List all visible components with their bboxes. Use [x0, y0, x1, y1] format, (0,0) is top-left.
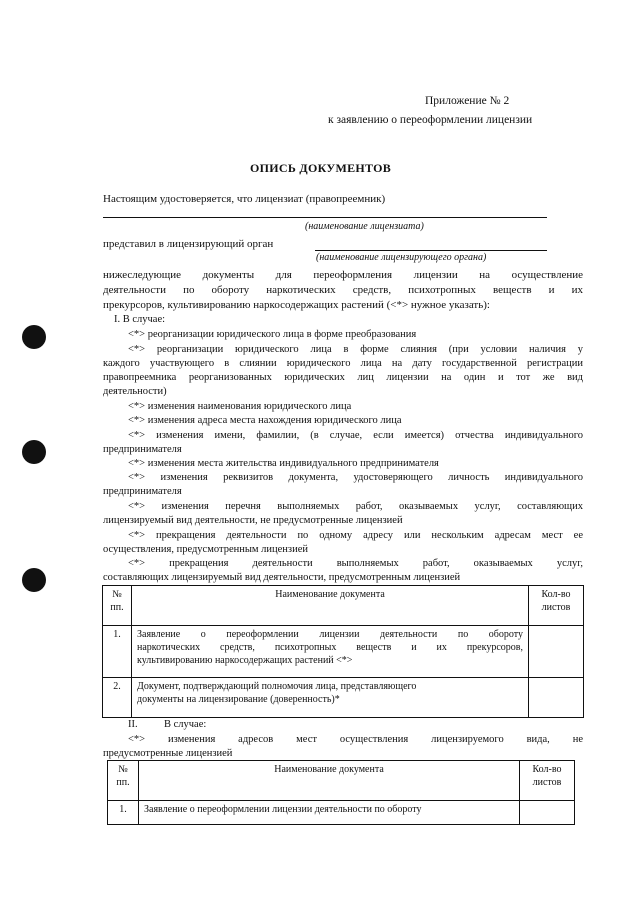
appendix-number: Приложение № 2 — [425, 95, 510, 107]
section-one-item: <*> изменения наименования юридического лица — [128, 401, 352, 412]
section-one-item: <*> изменения реквизитов документа, удостоверяющего личность индивидуального — [128, 472, 583, 483]
section-one-item-cont: каждого участвующего в слиянии юридического лица на дату государственной регистрации — [103, 358, 583, 369]
section-two-heading: В случае: — [164, 719, 207, 730]
document-name-line: культивированию наркосодержащих растений <*> — [137, 655, 353, 666]
documents-table-1 — [102, 585, 584, 718]
authority-name-line — [315, 250, 547, 251]
row-number: 1. — [108, 801, 139, 825]
section-one-item: <*> изменения имени, фамилии, (в случае, если имеется) отчества индивидуального — [128, 430, 583, 441]
section-one-item: <*> реорганизации юридического лица в форме преобразования — [128, 329, 417, 340]
licensee-name-line — [103, 217, 547, 218]
certify-text: Настоящим удостоверяется, что лицензиат (правопреемник) — [103, 193, 386, 205]
document-name-line: Документ, подтверждающий полномочия лица, представляющего — [137, 681, 417, 692]
row-number: 2. — [103, 678, 132, 718]
intro-line: нижеследующие документы для переоформления лицензии на осуществление — [103, 269, 583, 281]
table-row — [103, 678, 584, 718]
col-sheets-header: Кол-во листов — [529, 586, 584, 626]
sheet-count-cell — [529, 678, 584, 718]
section-two-item: <*> изменения адресов мест осуществления лицензируемого вида, не — [128, 734, 583, 745]
document-name-cell — [132, 678, 529, 718]
section-one-item-cont: предпринимателя — [103, 444, 182, 455]
punch-hole — [22, 440, 46, 464]
intro-line: прекурсоров, культивированию наркосодержащих растений (<*> нужное указать): — [103, 299, 490, 311]
documents-table-2 — [107, 760, 575, 825]
section-one-item-cont: лицензируемый вид деятельности, не предусмотренные лицензией — [103, 515, 403, 526]
col-number-header: № пп. — [108, 761, 139, 801]
document-name-line: Заявление о переоформлении лицензии деятельности по обороту — [137, 629, 523, 640]
section-one-item: <*> прекращения деятельности выполняемых работ, оказываемых услуг, — [128, 558, 583, 569]
sheet-count-cell — [520, 801, 575, 825]
section-one-item-cont: осуществления, предусмотренным лицензией — [103, 544, 308, 555]
intro-line: деятельности по обороту наркотических средств, психотропных веществ и их — [103, 284, 583, 296]
licensee-caption: (наименование лицензиата) — [305, 221, 424, 232]
punch-hole — [22, 325, 46, 349]
col-sheets-header: Кол-во листов — [520, 761, 575, 801]
section-two-item-cont: предусмотренные лицензией — [103, 748, 233, 759]
section-one-item: <*> изменения перечня выполняемых работ, оказываемых услуг, составляющих — [128, 501, 583, 512]
document-name-cell — [132, 626, 529, 678]
document-name-line: документы на лицензирование (доверенность)* — [137, 694, 340, 705]
section-one-item-cont: деятельности) — [103, 386, 167, 397]
section-one-item: <*> изменения места жительства индивидуального предпринимателя — [128, 458, 439, 469]
document-title: ОПИСЬ ДОКУМЕНТОВ — [250, 161, 392, 175]
col-number-header: № пп. — [103, 586, 132, 626]
section-one-heading: I. В случае: — [114, 314, 166, 325]
section-one-item: <*> изменения адреса места нахождения юридического лица — [128, 415, 402, 426]
table-row — [103, 626, 584, 678]
submitted-to-text: представил в лицензирующий орган — [103, 238, 274, 250]
table-row — [108, 801, 575, 825]
appendix-subtitle: к заявлению о переоформлении лицензии — [328, 114, 533, 126]
document-name-line: наркотических средств, психотропных веществ и их прекурсоров, — [137, 642, 523, 653]
section-one-item: <*> прекращения деятельности по одному адресу или нескольким адресам мест ее — [128, 530, 583, 541]
section-one-item: <*> реорганизации юридического лица в форме слияния (при условии наличия у — [128, 344, 583, 355]
col-document-header: Наименование документа — [132, 586, 529, 626]
row-number: 1. — [103, 626, 132, 678]
section-one-item-cont: предпринимателя — [103, 486, 182, 497]
punch-hole — [22, 568, 46, 592]
document-name-cell: Заявление о переоформлении лицензии деятельности по обороту — [139, 801, 520, 825]
section-one-item-cont: правопреемника реорганизованных юридических лиц лицензии на один и тот же вид — [103, 372, 583, 383]
table-header-row — [103, 586, 584, 626]
section-two-number: II. — [128, 719, 138, 730]
section-one-item-cont: составляющих лицензируемый вид деятельности, предусмотренным лицензией — [103, 572, 461, 583]
col-document-header: Наименование документа — [139, 761, 520, 801]
table-header-row — [108, 761, 575, 801]
authority-caption: (наименование лицензирующего органа) — [316, 252, 487, 263]
sheet-count-cell — [529, 626, 584, 678]
